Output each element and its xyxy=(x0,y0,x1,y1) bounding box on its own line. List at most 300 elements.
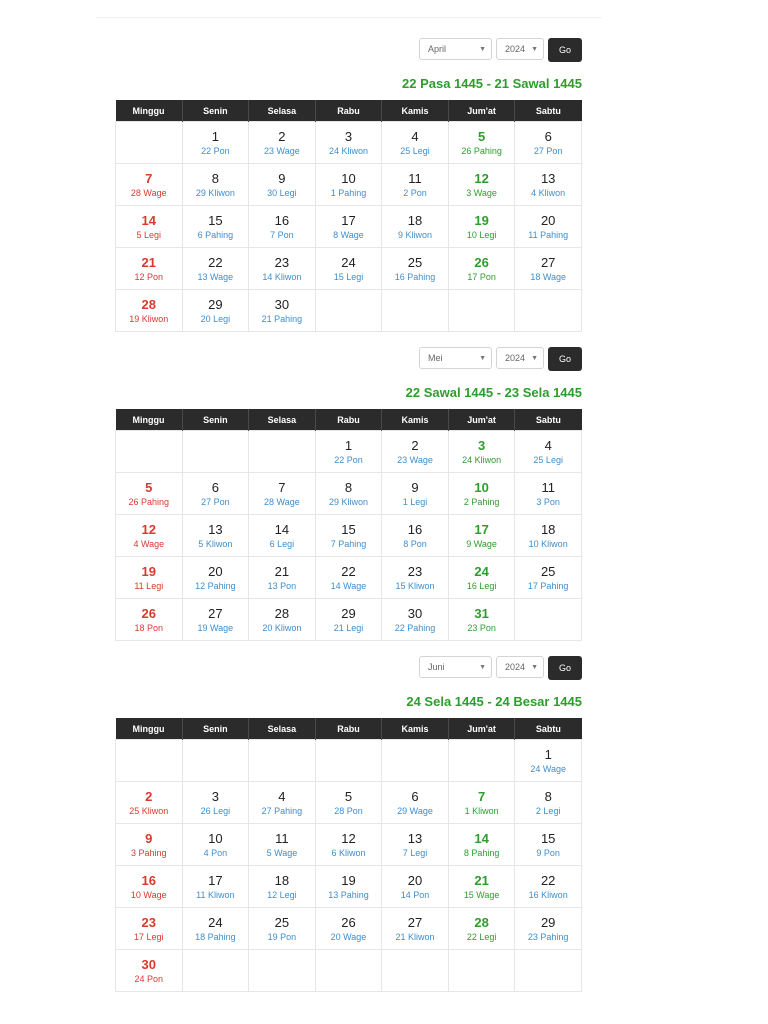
day-cell[interactable] xyxy=(448,515,515,557)
day-number: 26 xyxy=(141,605,157,621)
pasaran-label: 1 Legi xyxy=(402,496,428,507)
weekday-header: Jum'at xyxy=(448,718,515,740)
pasaran-label: 6 Legi xyxy=(269,538,295,549)
weekday-header: Sabtu xyxy=(515,409,582,431)
year-select[interactable] xyxy=(496,347,544,369)
day-number: 20 xyxy=(540,212,556,228)
day-number: 3 xyxy=(211,788,219,804)
weekday-header-row xyxy=(116,100,582,122)
pasaran-label: 25 Legi xyxy=(400,145,430,156)
day-number: 11 xyxy=(541,479,555,495)
week-row xyxy=(116,248,582,290)
day-number: 14 xyxy=(474,830,489,846)
day-number: 5 xyxy=(477,128,486,144)
day-number: 11 xyxy=(275,830,289,846)
pasaran-label: 5 Legi xyxy=(136,229,162,240)
pasaran-label: 3 Wage xyxy=(466,187,497,198)
day-number: 6 xyxy=(544,128,552,144)
day-number: 25 xyxy=(274,914,290,930)
day-number: 13 xyxy=(540,170,556,186)
pasaran-label: 15 Kliwon xyxy=(395,580,435,591)
week-row xyxy=(116,290,582,332)
pasaran-label: 24 Kliwon xyxy=(462,454,502,465)
day-cell[interactable] xyxy=(382,248,449,290)
day-number: 6 xyxy=(411,788,419,804)
pasaran-label: 6 Kliwon xyxy=(331,847,366,858)
month-select-value: Mei xyxy=(428,353,443,363)
day-number: 22 xyxy=(540,872,556,888)
day-cell[interactable] xyxy=(382,908,449,950)
pasaran-label: 2 Legi xyxy=(535,805,561,816)
day-cell[interactable] xyxy=(448,908,515,950)
day-cell[interactable] xyxy=(182,290,249,332)
week-row xyxy=(116,866,582,908)
day-cell[interactable] xyxy=(315,248,382,290)
day-number: 28 xyxy=(141,296,157,312)
day-cell[interactable] xyxy=(515,740,582,782)
empty-day-cell xyxy=(515,599,582,641)
day-cell[interactable] xyxy=(515,164,582,206)
day-cell[interactable] xyxy=(448,248,515,290)
pasaran-label: 10 Legi xyxy=(466,229,497,240)
year-select[interactable] xyxy=(496,656,544,678)
day-number: 21 xyxy=(474,872,489,888)
pasaran-label: 5 Wage xyxy=(266,847,298,858)
go-button[interactable]: Go xyxy=(548,656,582,680)
day-cell[interactable] xyxy=(382,557,449,599)
day-number: 25 xyxy=(407,254,423,270)
day-cell[interactable] xyxy=(515,908,582,950)
pasaran-label: 19 Wage xyxy=(197,622,234,633)
pasaran-label: 13 Wage xyxy=(197,271,234,282)
day-number: 25 xyxy=(540,563,556,579)
day-number: 29 xyxy=(208,296,223,312)
pasaran-label: 13 Pon xyxy=(267,580,297,591)
pasaran-label: 1 Kliwon xyxy=(464,805,499,816)
day-number: 30 xyxy=(141,956,157,972)
day-cell[interactable] xyxy=(182,599,249,641)
pasaran-label: 22 Pon xyxy=(334,454,363,465)
empty-day-cell xyxy=(382,290,449,332)
day-number: 23 xyxy=(407,563,423,579)
day-number: 3 xyxy=(344,128,353,144)
day-number: 4 xyxy=(278,788,286,804)
day-number: 21 xyxy=(141,254,157,270)
pasaran-label: 10 Wage xyxy=(130,889,167,900)
month-select[interactable] xyxy=(419,347,492,369)
empty-day-cell xyxy=(448,950,515,992)
day-cell[interactable] xyxy=(448,473,515,515)
pasaran-label: 4 Kliwon xyxy=(531,187,566,198)
go-button[interactable]: Go xyxy=(548,38,582,62)
day-cell[interactable] xyxy=(448,782,515,824)
day-number: 19 xyxy=(141,563,157,579)
day-cell[interactable] xyxy=(249,164,316,206)
pasaran-label: 28 Wage xyxy=(130,187,167,198)
pasaran-label: 24 Wage xyxy=(530,763,567,774)
day-cell[interactable] xyxy=(182,824,249,866)
day-cell[interactable] xyxy=(382,164,449,206)
pasaran-label: 12 Pon xyxy=(134,271,164,282)
empty-day-cell xyxy=(116,431,183,473)
pasaran-label: 15 Legi xyxy=(333,271,364,282)
day-cell[interactable] xyxy=(515,824,582,866)
day-number: 28 xyxy=(274,605,290,621)
empty-day-cell xyxy=(116,122,183,164)
day-number: 11 xyxy=(408,170,422,186)
day-cell[interactable] xyxy=(182,515,249,557)
pasaran-label: 7 Pon xyxy=(270,229,294,240)
day-cell[interactable] xyxy=(249,599,316,641)
pasaran-label: 2 Pahing xyxy=(463,496,500,507)
day-number: 18 xyxy=(407,212,423,228)
day-number: 15 xyxy=(208,212,223,228)
day-number: 4 xyxy=(411,128,419,144)
day-cell[interactable] xyxy=(448,824,515,866)
go-button[interactable]: Go xyxy=(548,347,582,371)
day-number: 23 xyxy=(141,914,157,930)
day-number: 8 xyxy=(544,788,552,804)
day-number: 24 xyxy=(208,914,223,930)
day-cell[interactable] xyxy=(182,164,249,206)
weekday-header-row xyxy=(116,409,582,431)
day-number: 15 xyxy=(341,521,356,537)
pasaran-label: 16 Legi xyxy=(466,580,497,591)
weekday-header: Kamis xyxy=(382,718,449,740)
day-number: 13 xyxy=(407,830,423,846)
pasaran-label: 16 Kliwon xyxy=(528,889,568,900)
empty-day-cell xyxy=(182,950,249,992)
pasaran-label: 16 Pahing xyxy=(394,271,436,282)
day-cell[interactable] xyxy=(515,248,582,290)
day-number: 23 xyxy=(274,254,290,270)
day-cell[interactable] xyxy=(382,599,449,641)
day-number: 9 xyxy=(145,830,153,846)
day-number: 9 xyxy=(411,479,419,495)
pasaran-label: 7 Legi xyxy=(402,847,428,858)
day-cell[interactable] xyxy=(515,557,582,599)
day-cell[interactable] xyxy=(515,782,582,824)
day-number: 26 xyxy=(474,254,489,270)
empty-day-cell xyxy=(382,950,449,992)
day-cell[interactable] xyxy=(382,866,449,908)
day-cell[interactable] xyxy=(315,515,382,557)
chevron-down-icon: ▼ xyxy=(479,354,486,362)
weekday-header: Sabtu xyxy=(515,100,582,122)
day-number: 2 xyxy=(145,788,153,804)
day-cell[interactable] xyxy=(182,206,249,248)
pasaran-label: 26 Pahing xyxy=(128,496,170,507)
day-cell[interactable] xyxy=(182,908,249,950)
day-number: 22 xyxy=(341,563,356,579)
javanese-range-title: 22 Sawal 1445 - 23 Sela 1445 xyxy=(405,385,582,400)
pasaran-label: 22 Pon xyxy=(201,145,230,156)
week-row xyxy=(116,557,582,599)
day-cell[interactable] xyxy=(116,164,183,206)
day-cell[interactable] xyxy=(249,206,316,248)
weekday-header: Selasa xyxy=(249,100,316,122)
pasaran-label: 11 Legi xyxy=(134,580,164,591)
pasaran-label: 24 Kliwon xyxy=(328,145,368,156)
day-cell[interactable] xyxy=(182,557,249,599)
weekday-header: Jum'at xyxy=(448,409,515,431)
day-number: 26 xyxy=(341,914,356,930)
day-cell[interactable] xyxy=(249,824,316,866)
day-number: 16 xyxy=(141,872,157,888)
day-number: 8 xyxy=(211,170,219,186)
pasaran-label: 17 Pon xyxy=(467,271,496,282)
empty-day-cell xyxy=(515,290,582,332)
day-cell[interactable] xyxy=(116,290,183,332)
week-row xyxy=(116,122,582,164)
weekday-header: Kamis xyxy=(382,409,449,431)
day-number: 14 xyxy=(274,521,290,537)
day-cell[interactable] xyxy=(515,515,582,557)
javanese-range-title: 22 Pasa 1445 - 21 Sawal 1445 xyxy=(402,76,582,91)
day-cell[interactable] xyxy=(116,824,183,866)
weekday-header: Rabu xyxy=(315,409,382,431)
day-cell[interactable] xyxy=(315,824,382,866)
chevron-down-icon: ▼ xyxy=(479,663,486,671)
chevron-down-icon: ▼ xyxy=(531,354,538,362)
day-number: 7 xyxy=(477,788,486,804)
week-row xyxy=(116,431,582,473)
empty-day-cell xyxy=(249,431,316,473)
day-cell[interactable] xyxy=(382,515,449,557)
day-cell[interactable] xyxy=(315,164,382,206)
day-cell[interactable] xyxy=(116,473,183,515)
pasaran-label: 19 Kliwon xyxy=(129,313,169,324)
week-row xyxy=(116,824,582,866)
day-cell[interactable] xyxy=(249,122,316,164)
weekday-header: Minggu xyxy=(116,409,183,431)
weekday-header: Jum'at xyxy=(448,100,515,122)
day-cell[interactable] xyxy=(315,206,382,248)
pasaran-label: 26 Pahing xyxy=(461,145,502,156)
day-number: 5 xyxy=(145,479,153,495)
empty-day-cell xyxy=(315,290,382,332)
pasaran-label: 23 Pon xyxy=(467,622,496,633)
day-cell[interactable] xyxy=(515,473,582,515)
day-cell[interactable] xyxy=(382,824,449,866)
day-cell[interactable] xyxy=(249,557,316,599)
day-number: 24 xyxy=(341,254,356,270)
pasaran-label: 22 Legi xyxy=(466,931,497,942)
pasaran-label: 8 Pahing xyxy=(463,847,500,858)
month-select[interactable] xyxy=(419,656,492,678)
day-cell[interactable] xyxy=(182,122,249,164)
pasaran-label: 4 Pon xyxy=(203,847,228,858)
day-number: 20 xyxy=(208,563,223,579)
day-cell[interactable] xyxy=(382,206,449,248)
month-year-picker xyxy=(419,38,582,62)
day-cell[interactable] xyxy=(249,248,316,290)
day-number: 4 xyxy=(544,437,552,453)
day-cell[interactable] xyxy=(515,866,582,908)
chevron-down-icon: ▼ xyxy=(531,663,538,671)
day-cell[interactable] xyxy=(515,122,582,164)
pasaran-label: 15 Wage xyxy=(463,889,500,900)
day-cell[interactable] xyxy=(182,473,249,515)
empty-day-cell xyxy=(448,290,515,332)
month-year-picker xyxy=(419,347,582,371)
pasaran-label: 26 Legi xyxy=(200,805,231,816)
day-cell[interactable] xyxy=(515,431,582,473)
pasaran-label: 28 Pon xyxy=(334,805,363,816)
day-cell[interactable] xyxy=(315,908,382,950)
pasaran-label: 27 Pon xyxy=(533,145,563,156)
day-cell[interactable] xyxy=(448,557,515,599)
pasaran-label: 17 Pahing xyxy=(527,580,569,591)
pasaran-label: 8 Wage xyxy=(333,229,364,240)
pasaran-label: 3 Pahing xyxy=(131,847,167,858)
day-number: 22 xyxy=(208,254,223,270)
empty-day-cell xyxy=(116,740,183,782)
pasaran-label: 14 Wage xyxy=(330,580,367,591)
pasaran-label: 23 Wage xyxy=(264,145,300,156)
pasaran-label: 9 Kliwon xyxy=(398,229,433,240)
empty-day-cell xyxy=(182,740,249,782)
day-cell[interactable] xyxy=(116,599,183,641)
day-cell[interactable] xyxy=(448,599,515,641)
weekday-header: Rabu xyxy=(315,100,382,122)
weekday-header: Selasa xyxy=(249,718,316,740)
day-cell[interactable] xyxy=(249,473,316,515)
month-select-value: April xyxy=(428,44,447,54)
day-cell[interactable] xyxy=(382,431,449,473)
day-cell[interactable] xyxy=(182,866,249,908)
weekday-header: Rabu xyxy=(315,718,382,740)
day-number: 16 xyxy=(274,212,290,228)
calendar-grid xyxy=(115,718,582,992)
day-cell[interactable] xyxy=(315,782,382,824)
day-cell[interactable] xyxy=(315,431,382,473)
week-row xyxy=(116,740,582,782)
pasaran-label: 5 Kliwon xyxy=(198,538,233,549)
day-number: 6 xyxy=(211,479,219,495)
week-row xyxy=(116,473,582,515)
day-number: 29 xyxy=(341,605,356,621)
day-cell[interactable] xyxy=(515,206,582,248)
week-row xyxy=(116,950,582,992)
year-select[interactable] xyxy=(496,38,544,60)
pasaran-label: 12 Pahing xyxy=(195,580,236,591)
day-number: 5 xyxy=(344,788,353,804)
day-number: 7 xyxy=(145,170,153,186)
day-cell[interactable] xyxy=(249,866,316,908)
day-cell[interactable] xyxy=(448,866,515,908)
pasaran-label: 9 Pon xyxy=(536,847,560,858)
empty-day-cell xyxy=(315,950,382,992)
day-cell[interactable] xyxy=(116,950,183,992)
chevron-down-icon: ▼ xyxy=(531,45,538,53)
week-row xyxy=(116,908,582,950)
day-number: 12 xyxy=(474,170,489,186)
pasaran-label: 21 Pahing xyxy=(261,313,303,324)
day-cell[interactable] xyxy=(116,206,183,248)
pasaran-label: 9 Wage xyxy=(466,538,497,549)
day-cell[interactable] xyxy=(182,782,249,824)
pasaran-label: 18 Wage xyxy=(530,271,567,282)
day-cell[interactable] xyxy=(249,290,316,332)
day-number: 18 xyxy=(540,521,556,537)
day-number: 16 xyxy=(407,521,423,537)
day-number: 13 xyxy=(208,521,223,537)
weekday-header: Senin xyxy=(182,718,249,740)
day-number: 20 xyxy=(407,872,423,888)
day-cell[interactable] xyxy=(249,782,316,824)
day-number: 27 xyxy=(407,914,423,930)
day-number: 12 xyxy=(141,521,157,537)
weekday-header: Selasa xyxy=(249,409,316,431)
calendar-grid xyxy=(115,100,582,332)
day-number: 9 xyxy=(278,170,286,186)
day-cell[interactable] xyxy=(382,122,449,164)
day-cell[interactable] xyxy=(448,206,515,248)
day-cell[interactable] xyxy=(382,473,449,515)
pasaran-label: 17 Legi xyxy=(134,931,164,942)
day-cell[interactable] xyxy=(249,515,316,557)
pasaran-label: 1 Pahing xyxy=(330,187,367,198)
empty-day-cell xyxy=(382,740,449,782)
day-cell[interactable] xyxy=(382,782,449,824)
day-number: 19 xyxy=(474,212,489,228)
day-number: 10 xyxy=(341,170,356,186)
year-select-value: 2024 xyxy=(505,44,526,54)
day-number: 17 xyxy=(474,521,489,537)
day-cell[interactable] xyxy=(448,431,515,473)
pasaran-label: 21 Legi xyxy=(333,622,364,633)
pasaran-label: 3 Pon xyxy=(536,496,560,507)
day-cell[interactable] xyxy=(116,866,183,908)
day-number: 10 xyxy=(208,830,223,846)
month-select[interactable] xyxy=(419,38,492,60)
pasaran-label: 2 Pon xyxy=(403,187,427,198)
year-select-value: 2024 xyxy=(505,353,526,363)
day-number: 8 xyxy=(344,479,353,495)
day-cell[interactable] xyxy=(448,122,515,164)
day-cell[interactable] xyxy=(315,473,382,515)
day-number: 28 xyxy=(474,914,489,930)
day-cell[interactable] xyxy=(315,599,382,641)
day-cell[interactable] xyxy=(116,248,183,290)
day-cell[interactable] xyxy=(116,515,183,557)
day-cell[interactable] xyxy=(249,908,316,950)
day-cell[interactable] xyxy=(116,908,183,950)
pasaran-label: 8 Pon xyxy=(403,538,427,549)
pasaran-label: 27 Pahing xyxy=(261,805,303,816)
day-cell[interactable] xyxy=(315,122,382,164)
pasaran-label: 25 Kliwon xyxy=(129,805,169,816)
empty-day-cell xyxy=(182,431,249,473)
pasaran-label: 7 Pahing xyxy=(330,538,367,549)
day-number: 7 xyxy=(278,479,286,495)
day-cell[interactable] xyxy=(448,164,515,206)
pasaran-label: 22 Pahing xyxy=(394,622,436,633)
day-cell[interactable] xyxy=(116,782,183,824)
month-year-picker xyxy=(419,656,582,680)
month-select-value: Juni xyxy=(428,662,445,672)
day-cell[interactable] xyxy=(315,866,382,908)
pasaran-label: 30 Legi xyxy=(267,187,297,198)
day-cell[interactable] xyxy=(182,248,249,290)
pasaran-label: 6 Pahing xyxy=(197,229,234,240)
pasaran-label: 18 Pahing xyxy=(195,931,236,942)
day-cell[interactable] xyxy=(116,557,183,599)
day-number: 29 xyxy=(540,914,556,930)
day-number: 1 xyxy=(344,437,353,453)
day-cell[interactable] xyxy=(315,557,382,599)
